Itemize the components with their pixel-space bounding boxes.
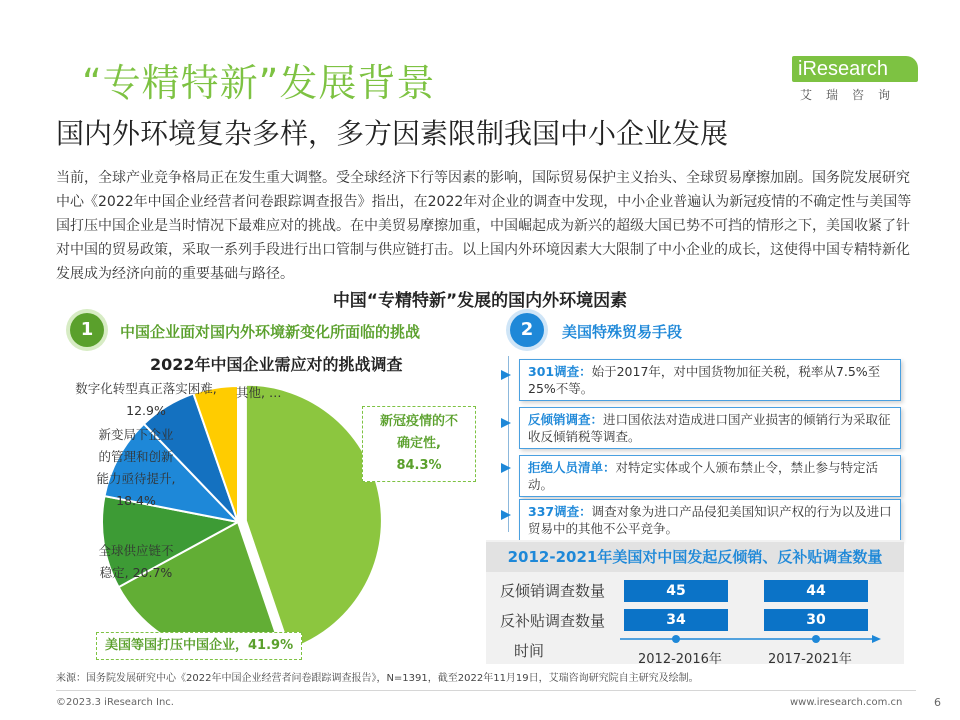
pie-label-supply-chain: 全球供应链不 稳定, 20.7% bbox=[98, 543, 174, 580]
timeline-marker bbox=[501, 463, 511, 473]
trade-measure-337: 337调查：调查对象为进口产品侵犯美国知识产权的行为以及进口贸易中的其他不公平竞争。 bbox=[519, 499, 901, 541]
trade-measure-301: 301调查：始于2017年，对中国货物加征关税，税率从7.5%至25%不等。 bbox=[519, 359, 901, 401]
value-antidumping-2012-2016: 45 bbox=[624, 580, 728, 602]
right-panel-title: 美国特殊贸易手段 bbox=[562, 323, 683, 341]
time-axis bbox=[620, 632, 882, 646]
trade-measure-denied-persons: 拒绝人员清单：对特定实体或个人颁布禁止令，禁止参与特定活动。 bbox=[519, 455, 901, 497]
footer-divider bbox=[56, 690, 916, 691]
website-link[interactable]: www.iresearch.com.cn bbox=[790, 697, 903, 708]
pie-label-covid: 新冠疫情的不 确定性, 84.3% bbox=[362, 406, 476, 482]
period-2017-2021: 2017-2021年 bbox=[768, 652, 852, 667]
timeline-marker bbox=[501, 418, 511, 428]
copyright: ©2023.3 iResearch Inc. bbox=[56, 697, 174, 708]
pie-label-other: 其他, … bbox=[236, 385, 282, 400]
timeline-marker bbox=[501, 510, 511, 520]
table-title: 2012-2021年美国对中国发起反倾销、反补贴调查数量 bbox=[486, 542, 904, 572]
logo-brand: iResearch bbox=[792, 56, 918, 82]
value-countervailing-2017-2021: 30 bbox=[764, 609, 868, 631]
pie-label-management: 新变局下企业 的管理和创新 能力亟待提升, 18.4% bbox=[96, 427, 176, 508]
intro-paragraph: 当前，全球产业竞争格局正在发生重大调整。受全球经济下行等因素的影响，国际贸易保护主义抬头、全球贸易摩擦加剧。国务院发展研究中心《2022年中国企业经营者问卷跟踪调查报告》指出，在2022年对企业的调查中发现，中小企业普遍认为新冠疫情的不确定性与美国等国打压中国企业是当时情况下最难应对的挑战。在中美贸易摩擦加重，中国崛起成为新兴的超级大国已势不可挡的情形之下，美国收紧了针对中国的贸易政策，采取一系列手段进行出口管制与供应链打击。以上国内外环境因素大大限制了中小企业的成长，这使得中国专精特新化发展成为经济向前的重要基础与路径。 bbox=[56, 170, 912, 282]
left-panel-title: 中国企业面对国内外环境新变化所面临的挑战 bbox=[120, 323, 421, 341]
logo-chinese: 艾瑞咨询 bbox=[800, 88, 905, 102]
section-number-2: 2 bbox=[510, 313, 544, 347]
trade-measure-antidumping: 反倾销调查：进口国依法对造成进口国产业损害的倾销行为采取征收反倾销税等调查。 bbox=[519, 407, 901, 449]
section-number-1: 1 bbox=[70, 313, 104, 347]
value-countervailing-2012-2016: 34 bbox=[624, 609, 728, 631]
page-number: 6 bbox=[934, 696, 941, 709]
section-heading: 中国“专精特新”发展的国内外环境因素 bbox=[332, 291, 628, 311]
axis-label-time: 时间 bbox=[514, 642, 545, 660]
pie-chart-title: 2022年中国企业需应对的挑战调查 bbox=[150, 355, 403, 374]
pie-label-us-suppression: 美国等国打压中国企业，41.9% bbox=[96, 632, 302, 660]
value-antidumping-2017-2021: 44 bbox=[764, 580, 868, 602]
row-label-antidumping: 反倾销调查数量 bbox=[500, 582, 606, 600]
page-subtitle: 国内外环境复杂多样，多方因素限制我国中小企业发展 bbox=[56, 117, 729, 150]
row-label-countervailing: 反补贴调查数量 bbox=[500, 612, 606, 630]
pie-label-digital: 数字化转型真正落实困难, 12.9% bbox=[75, 381, 217, 418]
iresearch-logo bbox=[792, 48, 932, 110]
timeline-line bbox=[508, 356, 509, 532]
source-note: 来源：国务院发展研究中心《2022年中国企业经营者问卷跟踪调查报告》，N=1391，截至2022年11月19日，艾瑞咨询研究院自主研究及绘制。 bbox=[56, 673, 699, 684]
timeline-marker bbox=[501, 370, 511, 380]
period-2012-2016: 2012-2016年 bbox=[638, 652, 722, 667]
page-title: “专精特新”发展背景 bbox=[82, 61, 436, 105]
